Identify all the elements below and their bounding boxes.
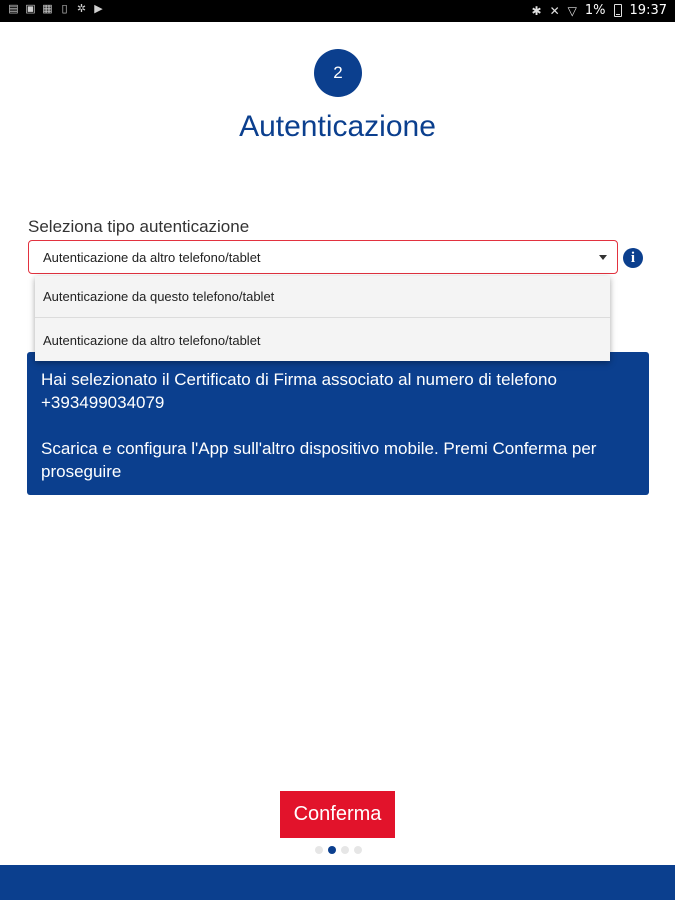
bluetooth-icon: ✱	[531, 3, 542, 18]
system-status	[532, 3, 667, 18]
info-message-box	[27, 352, 649, 495]
auth-type-select[interactable]	[28, 240, 618, 274]
step-indicator: 2	[314, 49, 362, 97]
info-message-certificate: Hai selezionato il Certificato di Firma associato al numero di telefono +393499034079	[41, 370, 557, 412]
info-message-instructions: Scarica e configura l'App sull'altro dispositivo mobile. Premi Conferma per proseguire	[41, 439, 597, 481]
page-title: Autenticazione	[239, 110, 436, 143]
image-icon: ▣	[25, 3, 36, 15]
mute-icon: ✕	[549, 3, 560, 18]
notification-icons	[8, 4, 104, 15]
dropdown-arrow-icon	[599, 255, 607, 260]
status-bar	[0, 0, 675, 22]
download-icon: ▦	[42, 3, 53, 15]
auth-type-label: Seleziona tipo autenticazione	[28, 217, 250, 236]
dropdown-option[interactable]: Autenticazione da questo telefono/tablet	[35, 276, 610, 318]
clock: 19:37	[629, 3, 667, 18]
confirm-button[interactable]: Conferma	[280, 791, 395, 838]
play-icon: ▶	[94, 3, 103, 15]
battery-percent: 1%	[584, 3, 606, 18]
settings-icon: ✲	[76, 3, 87, 15]
notification-icon: ▤	[8, 3, 19, 15]
wifi-icon: ▽	[567, 3, 577, 18]
page-dot-active	[328, 846, 336, 854]
auth-type-selected-value: Autenticazione da altro telefono/tablet	[43, 250, 261, 265]
page-indicator	[315, 846, 362, 854]
page-dot	[354, 846, 362, 854]
sim-icon: ▯	[61, 3, 68, 15]
auth-type-dropdown-menu	[35, 276, 610, 361]
dropdown-option[interactable]: Autenticazione da altro telefono/tablet	[43, 332, 261, 348]
battery-icon	[614, 4, 622, 17]
page-dot	[315, 846, 323, 854]
info-icon[interactable]: i	[623, 248, 643, 268]
page-dot	[341, 846, 349, 854]
footer-bar	[0, 865, 675, 900]
